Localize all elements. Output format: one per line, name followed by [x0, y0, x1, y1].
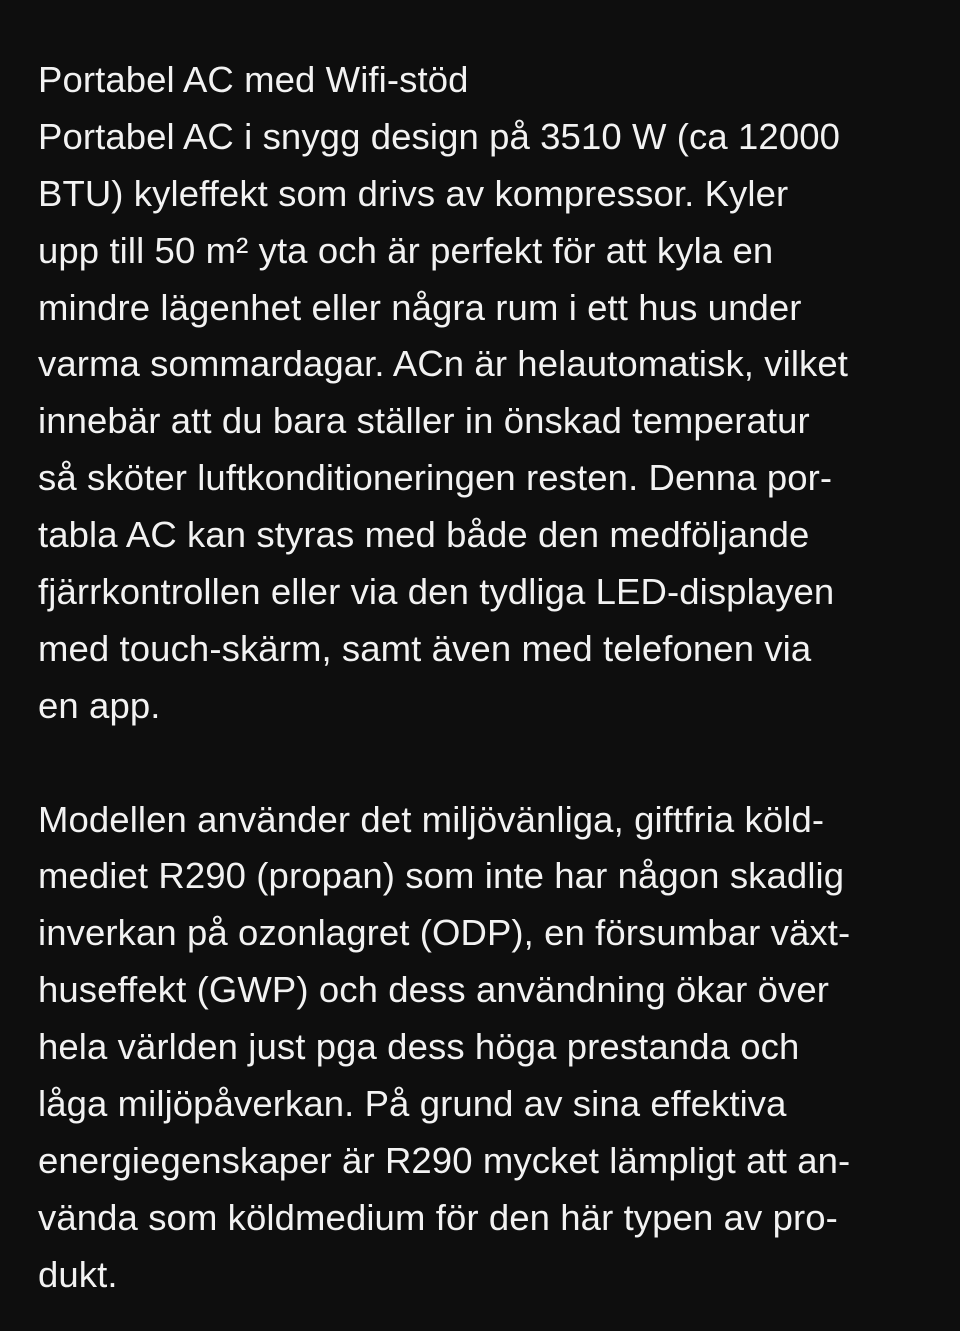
paragraph-spacer	[38, 735, 938, 792]
description-title: Portabel AC med Wifi-stöd	[38, 59, 469, 100]
paragraph-line: Portabel AC i snygg design på 3510 W (ca 12000	[38, 115, 841, 157]
paragraph-line: upp till 50 m² yta och är perfekt för att kyla en	[38, 229, 774, 271]
paragraph-line: BTU) kyleffekt som drivs av kompressor. Kyler	[38, 172, 789, 214]
paragraph-line: varma sommardagar. ACn är helautomatisk, vilket	[38, 343, 849, 385]
paragraph-line: huseffekt (GWP) och dess användning ökar över	[38, 969, 830, 1011]
paragraph-line: mediet R290 (propan) som inte har någon skadlig	[38, 855, 845, 897]
description-paragraph-2	[38, 792, 938, 1304]
paragraph-line: så sköter luftkonditioneringen resten. Denna por-	[38, 457, 833, 499]
paragraph-line: en app.	[38, 684, 161, 726]
paragraph-line: energiegenskaper är R290 mycket lämpligt att an-	[38, 1139, 851, 1181]
product-description	[38, 52, 938, 1304]
paragraph-line: vända som köldmedium för den här typen av pro-	[38, 1196, 838, 1238]
paragraph-line: inverkan på ozonlagret (ODP), en försumbar växt-	[38, 912, 851, 954]
paragraph-line: Modellen använder det miljövänliga, giftfria köld-	[38, 798, 825, 840]
paragraph-line: innebär att du bara ställer in önskad temperatur	[38, 400, 810, 442]
paragraph-line: låga miljöpåverkan. På grund av sina effektiva	[38, 1083, 787, 1125]
paragraph-line: dukt.	[38, 1253, 118, 1295]
paragraph-line: fjärrkontrollen eller via den tydliga LED-displayen	[38, 571, 835, 613]
paragraph-line: tabla AC kan styras med både den medföljande	[38, 514, 810, 556]
paragraph-line: med touch-skärm, samt även med telefonen via	[38, 627, 812, 669]
description-paragraph-1	[38, 109, 938, 735]
paragraph-line: hela världen just pga dess höga prestanda och	[38, 1026, 800, 1068]
paragraph-line: mindre lägenhet eller några rum i ett hus under	[38, 286, 802, 328]
